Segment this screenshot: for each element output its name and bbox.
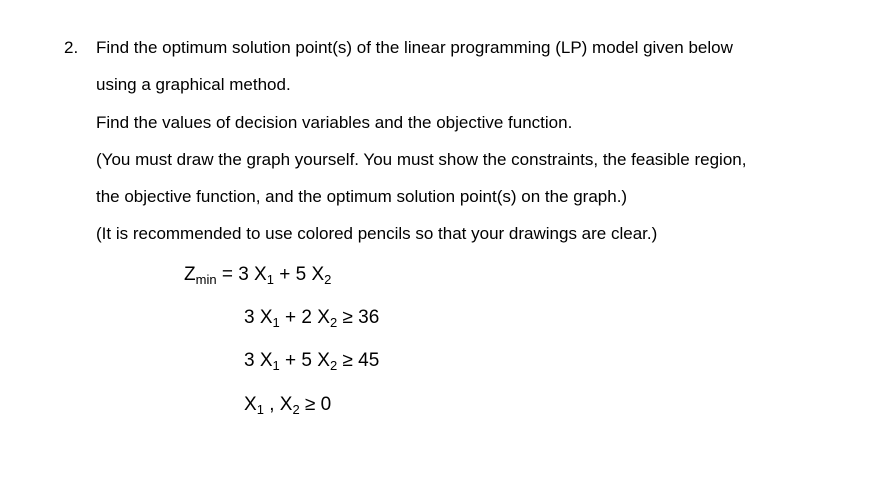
constraint-2-rhs: ≥ 45 <box>337 350 380 371</box>
problem-text-line-6: (It is recommended to use colored pencils so that your drawings are clear.) <box>96 224 658 243</box>
objective-eq: = 3 X <box>216 264 267 285</box>
objective-z-sub: min <box>195 272 217 287</box>
constraint-3-b: , X <box>263 394 293 415</box>
constraint-1-sub-1: 1 <box>272 315 280 330</box>
problem-number: 2. <box>64 38 79 57</box>
constraint-2 <box>244 349 379 378</box>
constraint-3-sub-1: 1 <box>256 402 264 417</box>
objective-z: Z <box>184 264 196 285</box>
constraint-1-sub-2: 2 <box>329 315 338 330</box>
constraint-3-rhs: ≥ 0 <box>299 394 332 415</box>
constraint-3-a: X <box>244 394 257 415</box>
objective-plus: + 5 X <box>273 264 325 285</box>
constraint-2-sub-1: 1 <box>272 358 280 373</box>
constraint-3-sub-2: 2 <box>292 402 300 417</box>
problem-text-line-1: Find the optimum solution point(s) of the linear programming (LP) model given below <box>96 38 733 57</box>
objective-function <box>184 263 331 292</box>
problem-text-line-4: (You must draw the graph yourself. You must show the constraints, the feasible region, <box>96 150 747 169</box>
problem-text-line-3: Find the values of decision variables and the objective function. <box>96 113 573 132</box>
problem-text-line-5: the objective function, and the optimum solution point(s) on the graph.) <box>96 187 628 206</box>
constraint-1 <box>244 306 379 335</box>
constraint-2-sub-2: 2 <box>329 358 338 373</box>
constraint-2-b: + 5 X <box>279 350 330 371</box>
non-negativity-constraint <box>244 393 331 422</box>
constraint-1-rhs: ≥ 36 <box>337 307 380 328</box>
problem-text-line-2: using a graphical method. <box>96 75 291 94</box>
constraint-1-b: + 2 X <box>279 307 330 328</box>
objective-sub-1: 1 <box>266 272 274 287</box>
constraint-1-a: 3 X <box>244 307 273 328</box>
constraint-2-a: 3 X <box>244 350 273 371</box>
objective-sub-2: 2 <box>324 272 332 287</box>
